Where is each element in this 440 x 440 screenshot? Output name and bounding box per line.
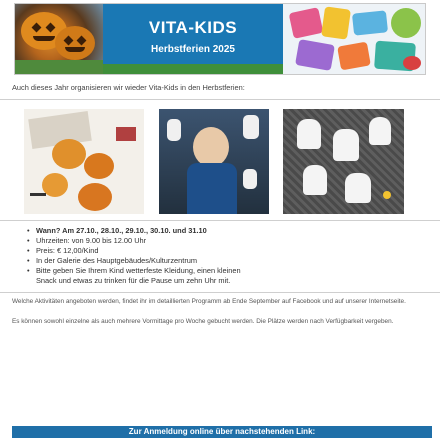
divider: [0, 292, 440, 293]
times-text: Uhrzeiten: von 9.00 bis 12.00 Uhr: [36, 236, 147, 245]
booking-paragraph: Es können sowohl einzelne als auch mehrere Vormittage pro Woche gebucht werden. Die Plätze werden nach Verfügbarkeit vergeben.: [12, 318, 394, 325]
header-banner: [14, 3, 426, 75]
pumpkin-icon: [55, 26, 95, 60]
divider: [0, 220, 440, 221]
banner-title: VITA-KIDS: [148, 18, 238, 37]
list-item: • Bitte geben Sie Ihrem Kind wetterfeste Kleidung, einen kleinen: [27, 266, 241, 275]
list-item-continuation: [36, 276, 416, 286]
craft-photo: [24, 109, 144, 214]
list-item: • In der Galerie des Hauptgebäudes/Kulturzentrum: [27, 256, 198, 265]
price-text: Preis: € 12,00/Kind: [36, 246, 99, 255]
registration-link[interactable]: Zur Anmeldung online über nachstehenden Link:: [12, 426, 432, 438]
crafts-image: [283, 4, 426, 75]
ghost-crafts-photo: [283, 109, 404, 214]
list-item: • Preis: € 12,00/Kind: [27, 246, 99, 255]
list-item: • Uhrzeiten: von 9.00 bis 12.00 Uhr: [27, 236, 147, 245]
activities-paragraph: Welche Aktivitäten angeboten werden, findet ihr im detaillierten Programm ab Ende September auf Facebook und auf unserer Internetseite.: [12, 298, 406, 305]
clothing-text-continued: Snack und etwas zu trinken für die Pause um zehn Uhr mit.: [36, 276, 231, 285]
when-label: Wann?: [36, 226, 61, 235]
child-photo: [159, 109, 269, 214]
list-item: • Wann? Am 27.10., 28.10., 29.10., 30.10. und 31.10: [27, 226, 207, 235]
banner-title-panel: [103, 4, 283, 75]
when-dates: Am 27.10., 28.10., 29.10., 30.10. und 31.10: [60, 226, 207, 235]
intro-text: Auch dieses Jahr organisieren wir wieder Vita-Kids in den Herbstferien:: [12, 83, 245, 92]
pumpkin-image: [15, 4, 103, 75]
details-list: [27, 226, 416, 286]
banner-subtitle: Herbstferien 2025: [151, 44, 235, 55]
clothing-text: Bitte geben Sie Ihrem Kind wetterfeste Kleidung, einen kleinen: [36, 266, 241, 275]
location-text: In der Galerie des Hauptgebäudes/Kulturzentrum: [36, 256, 198, 265]
divider: [0, 99, 440, 100]
